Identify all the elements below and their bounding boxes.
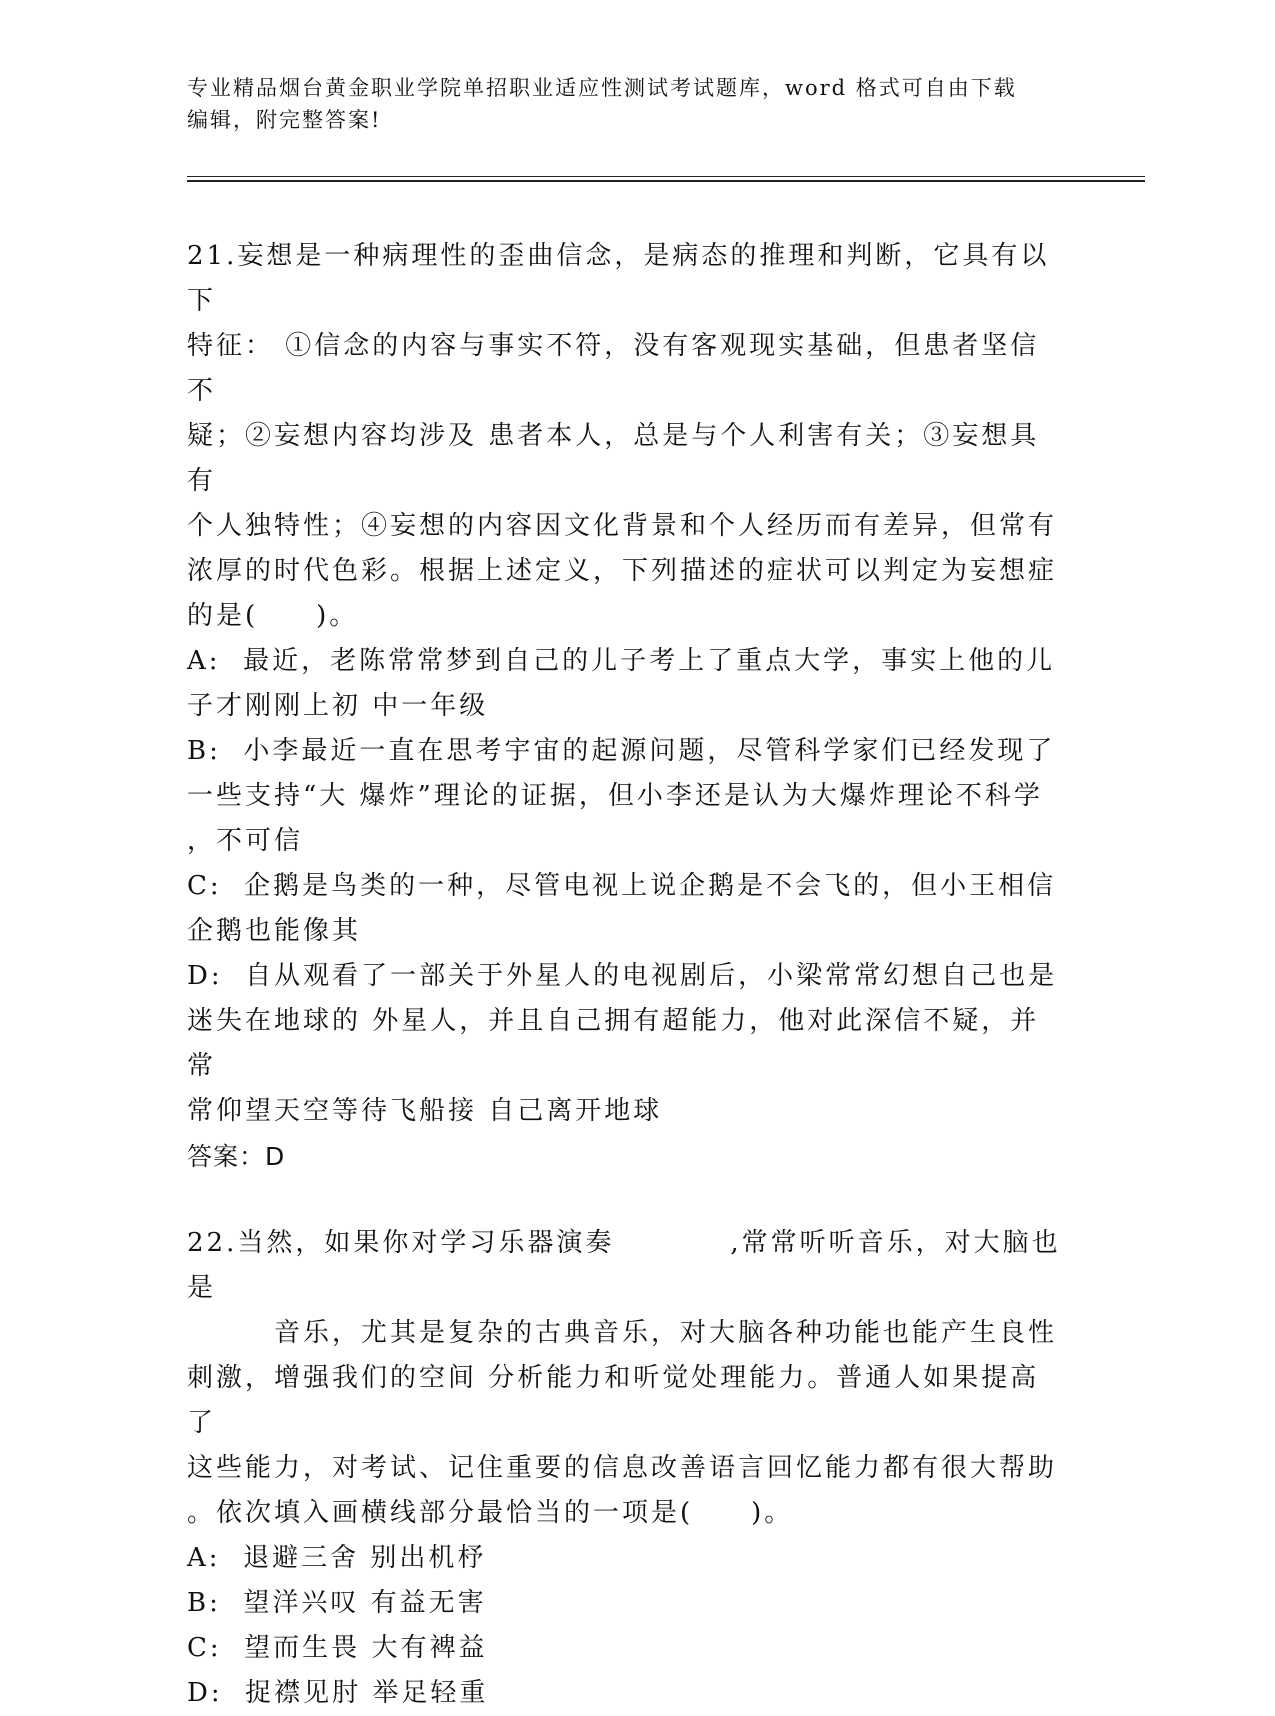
option-line: 子才刚刚上初 中一年级 <box>187 691 489 721</box>
header-divider-thick <box>187 180 1145 182</box>
header-divider-thin <box>187 176 1145 177</box>
header-line-2: 编辑，附完整答案! <box>187 108 382 132</box>
option-line: A: 退避三舍 别出机杼 <box>187 1543 487 1573</box>
option-line: 常仰望天空等待飞船接 自己离开地球 <box>187 1096 663 1126</box>
question-stem-line: 疑；②妄想内容均涉及 患者本人，总是与个人利害有关；③妄想具有 <box>187 421 1040 496</box>
option-line: 企鹅也能像其 <box>187 916 362 946</box>
question-stem-line: 21.妄想是一种病理性的歪曲信念，是病态的推理和判断，它具有以下 <box>187 241 1050 316</box>
document-header <box>187 72 1067 136</box>
header-line-1: 专业精品烟台黄金职业学院单招职业适应性测试考试题库，word 格式可自由下载 <box>187 76 1017 100</box>
option-line: 一些支持“大 爆炸”理论的证据，但小李还是认为大爆炸理论不科学 <box>187 781 1043 811</box>
question-stem-line: 特征： ①信念的内容与事实不符，没有客观现实基础，但患者坚信不 <box>187 331 1040 406</box>
question-22 <box>187 1221 1067 1716</box>
question-21 <box>187 234 1067 1179</box>
option-line: C: 企鹅是鸟类的一种，尽管电视上说企鹅是不会飞的，但小王相信 <box>187 871 1057 901</box>
question-stem-line: 22.当然，如果你对学习乐器演奏 ,常常听听音乐，对大脑也是 <box>187 1228 1061 1303</box>
option-line: B: 小李最近一直在思考宇宙的起源问题，尽管科学家们已经发现了 <box>187 736 1056 766</box>
option-line: A: 最近，老陈常常梦到自己的儿子考上了重点大学，事实上他的儿 <box>187 646 1056 676</box>
question-content <box>187 234 1067 1716</box>
option-line: B: 望洋兴叹 有益无害 <box>187 1588 487 1618</box>
option-line: 迷失在地球的 外星人，并且自己拥有超能力，他对此深信不疑，并常 <box>187 1006 1040 1081</box>
question-stem-line: 音乐，尤其是复杂的古典音乐，对大脑各种功能也能产生良性 <box>187 1318 1058 1348</box>
question-spacer <box>187 1179 1067 1221</box>
option-line: D: 捉襟见肘 举足轻重 <box>187 1678 489 1708</box>
option-line: ，不可信 <box>187 826 304 856</box>
question-stem-line: 的是( )。 <box>187 601 359 631</box>
question-stem-line: 。依次填入画横线部分最恰当的一项是( )。 <box>187 1498 794 1528</box>
question-stem-line: 浓厚的时代色彩。根据上述定义，下列描述的症状可以判定为妄想症 <box>187 556 1058 586</box>
question-stem-line: 这些能力，对考试、记住重要的信息改善语言回忆能力都有很大帮助 <box>187 1453 1058 1483</box>
option-line: D: 自从观看了一部关于外星人的电视剧后，小梁常常幻想自己也是 <box>187 961 1058 991</box>
option-line: C: 望而生畏 大有裨益 <box>187 1633 488 1663</box>
question-stem-line: 刺激，增强我们的空间 分析能力和听觉处理能力。普通人如果提高了 <box>187 1363 1040 1438</box>
answer-line: 答案：D <box>187 1142 286 1171</box>
question-stem-line: 个人独特性；④妄想的内容因文化背景和个人经历而有差异，但常有 <box>187 511 1058 541</box>
